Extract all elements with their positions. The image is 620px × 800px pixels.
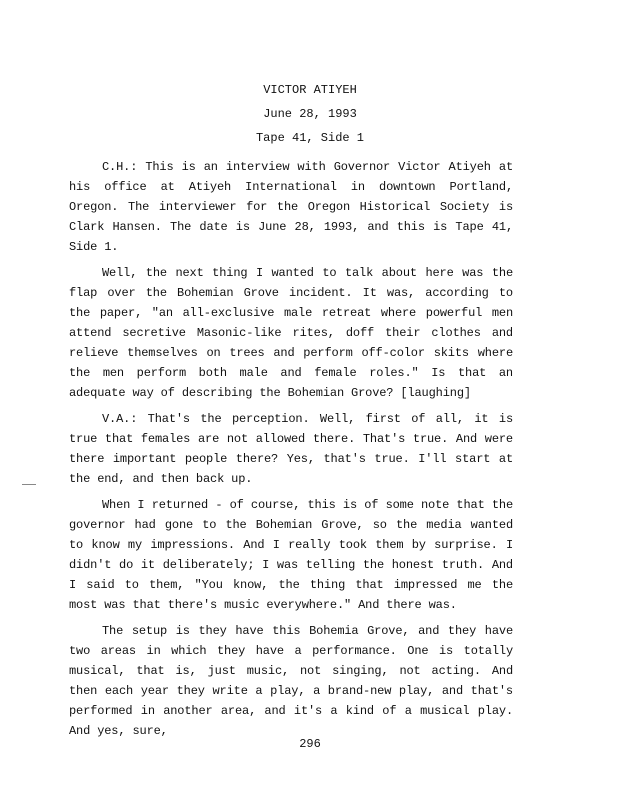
paragraph: The setup is they have this Bohemia Grove, and they have two areas in which they have a performance. One is totally musical, that is, just music, not singing, not acting. And then each year they write a play, a brand-new play, and that's performed in another area, and it's a kind of a musical play. And yes, sure, [69, 624, 513, 738]
interviewee-name: VICTOR ATIYEH [263, 83, 357, 97]
paragraph: Well, the next thing I wanted to talk about here was the flap over the Bohemian Grove incident. It was, according to the paper, "an all-exclusive male retreat where powerful men attend secretive Masonic-like rites, doff their clothes and relieve themselves on trees and perform off-color skits where the men perform both male and female roles." Is that an adequate way of describing the Bohemian Grove? [laughing] [69, 266, 513, 400]
paragraph: When I returned - of course, this is of some note that the governor had gone to the Bohemian Grove, so the media wanted to know my impressions. And I really took them by surprise. I didn't do it deliberately; I was telling the honest truth. And I said to them, "You know, the thing that impressed me the most was that there's music everywhere." And there was. [69, 498, 513, 612]
margin-mark [22, 484, 36, 485]
interview-date: June 28, 1993 [263, 107, 357, 121]
paragraph: V.A.: That's the perception. Well, first of all, it is true that females are not allowed there. That's true. And were there important people there? Yes, that's true. I'll start at the end, and then back up. [69, 412, 513, 486]
transcript-body [69, 157, 513, 747]
paragraph: C.H.: This is an interview with Governor Victor Atiyeh at his office at Atiyeh International in downtown Portland, Oregon. The interviewer for the Oregon Historical Society is Clark Hansen. The date is June 28, 1993, and this is Tape 41, Side 1. [69, 160, 513, 254]
page-number: 296 [299, 737, 321, 751]
tape-label: Tape 41, Side 1 [255, 131, 365, 145]
